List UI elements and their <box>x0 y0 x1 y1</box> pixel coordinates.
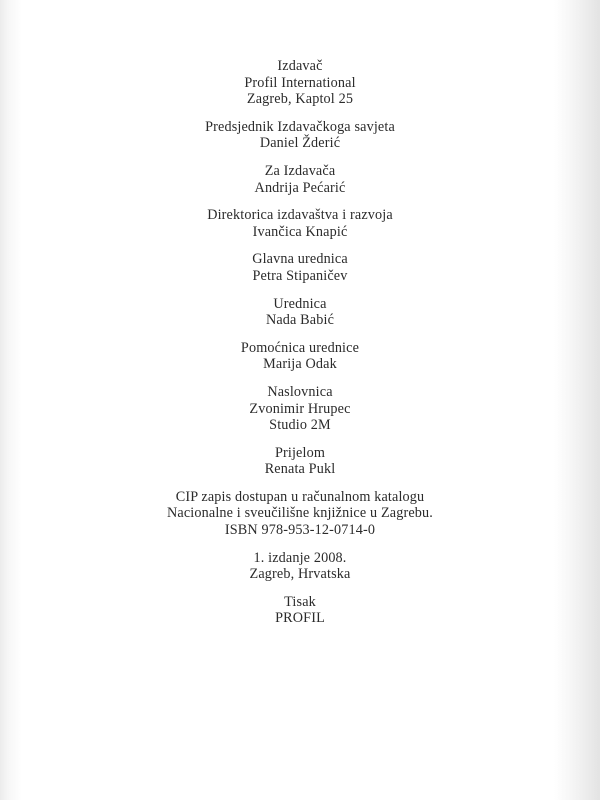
edition-year: 1. izdanje 2008. <box>253 549 347 566</box>
president-name: Daniel Žderić <box>259 135 341 152</box>
chief-editor-name: Petra Stipaničev <box>252 267 348 284</box>
isbn: ISBN 978-953-12-0714-0 <box>224 522 376 539</box>
director-block <box>0 207 600 240</box>
cover-designer-name: Zvonimir Hrupec <box>249 400 351 417</box>
print-label: Tisak <box>284 593 316 610</box>
cover-studio-name: Studio 2M <box>269 417 331 434</box>
chief-editor-block <box>0 251 600 284</box>
cip-note: CIP zapis dostupan u računalnom katalogu <box>175 488 425 505</box>
layout-block <box>0 445 600 478</box>
chief-editor-label: Glavna urednica <box>252 251 348 268</box>
for-publisher-name: Andrija Pećarić <box>254 179 346 196</box>
for-publisher-label: Za Izdavača <box>264 162 336 179</box>
editor-block <box>0 296 600 329</box>
director-label: Direktorica izdavaštva i razvoja <box>207 207 393 224</box>
for-publisher-block <box>0 163 600 196</box>
cip-block <box>0 489 600 539</box>
editor-name: Nada Babić <box>265 312 335 329</box>
printer-name: PROFIL <box>275 610 325 627</box>
cip-library: Nacionalne i sveučilišne knjižnice u Zagrebu. <box>167 505 433 522</box>
print-block <box>0 594 600 627</box>
editor-label: Urednica <box>273 295 327 312</box>
assistant-editor-label: Pomoćnica urednice <box>240 339 360 356</box>
president-block <box>0 119 600 152</box>
cover-block <box>0 384 600 434</box>
president-label: Predsjednik Izdavačkoga savjeta <box>205 118 395 135</box>
edition-place: Zagreb, Hrvatska <box>249 566 351 583</box>
publisher-address: Zagreb, Kaptol 25 <box>246 91 354 108</box>
publisher-name: Profil International <box>244 74 356 91</box>
layout-name: Renata Pukl <box>264 461 336 478</box>
publisher-label: Izdavač <box>277 58 323 74</box>
publisher-block <box>0 58 600 108</box>
director-name: Ivančica Knapić <box>252 223 348 240</box>
layout-label: Prijelom <box>274 444 326 461</box>
assistant-editor-name: Marija Odak <box>263 356 337 373</box>
edition-block <box>0 550 600 583</box>
imprint-credits <box>0 58 600 638</box>
cover-label: Naslovnica <box>267 383 333 400</box>
assistant-editor-block <box>0 340 600 373</box>
